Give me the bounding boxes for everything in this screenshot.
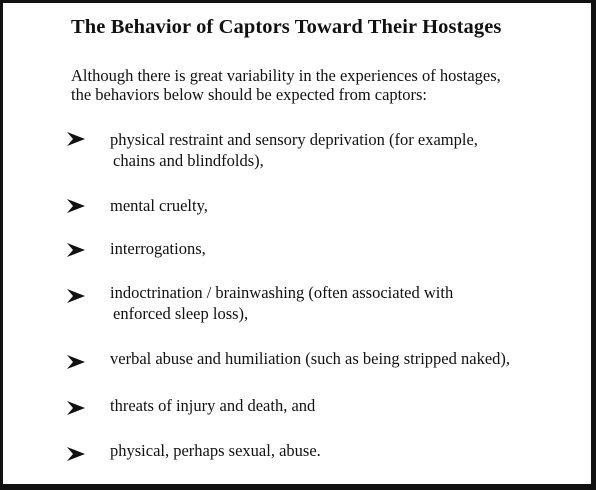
list-item-text (110, 348, 510, 369)
list-item-line: mental cruelty, (110, 196, 208, 215)
list-item-text (110, 282, 453, 324)
list-item-text (110, 195, 208, 216)
list-item-line: physical restraint and sensory deprivation (for example, (110, 130, 478, 149)
list-item-text (110, 129, 478, 171)
list-item-line: chains and blindfolds), (113, 151, 264, 170)
arrowhead-bullet-icon (67, 355, 85, 369)
arrowhead-bullet-icon (67, 243, 85, 257)
arrowhead-bullet-icon (67, 132, 85, 146)
list-item-line: enforced sleep loss), (113, 304, 249, 323)
list-item-text (110, 238, 206, 259)
arrowhead-bullet-icon (67, 199, 85, 213)
list-item-line: indoctrination / brainwashing (often associated with (110, 283, 454, 302)
list-item-line: verbal abuse and humiliation (such as being stripped naked), (110, 349, 511, 368)
list-item-text (110, 440, 321, 461)
list-item-line: physical, perhaps sexual, abuse. (110, 441, 321, 460)
arrowhead-bullet-icon (67, 401, 85, 415)
list-item-line: interrogations, (110, 239, 206, 258)
list-item-line: threats of injury and death, and (110, 396, 316, 415)
list-item-text (110, 395, 315, 416)
arrowhead-bullet-icon (67, 289, 85, 303)
arrowhead-bullet-icon (67, 447, 85, 461)
document-title: The Behavior of Captors Toward Their Hostages (71, 16, 502, 38)
intro-line: the behaviors below should be expected from captors: (71, 85, 428, 104)
captor-behaviors-list (3, 3, 591, 484)
intro-line: Although there is great variability in the experiences of hostages, (71, 66, 501, 85)
